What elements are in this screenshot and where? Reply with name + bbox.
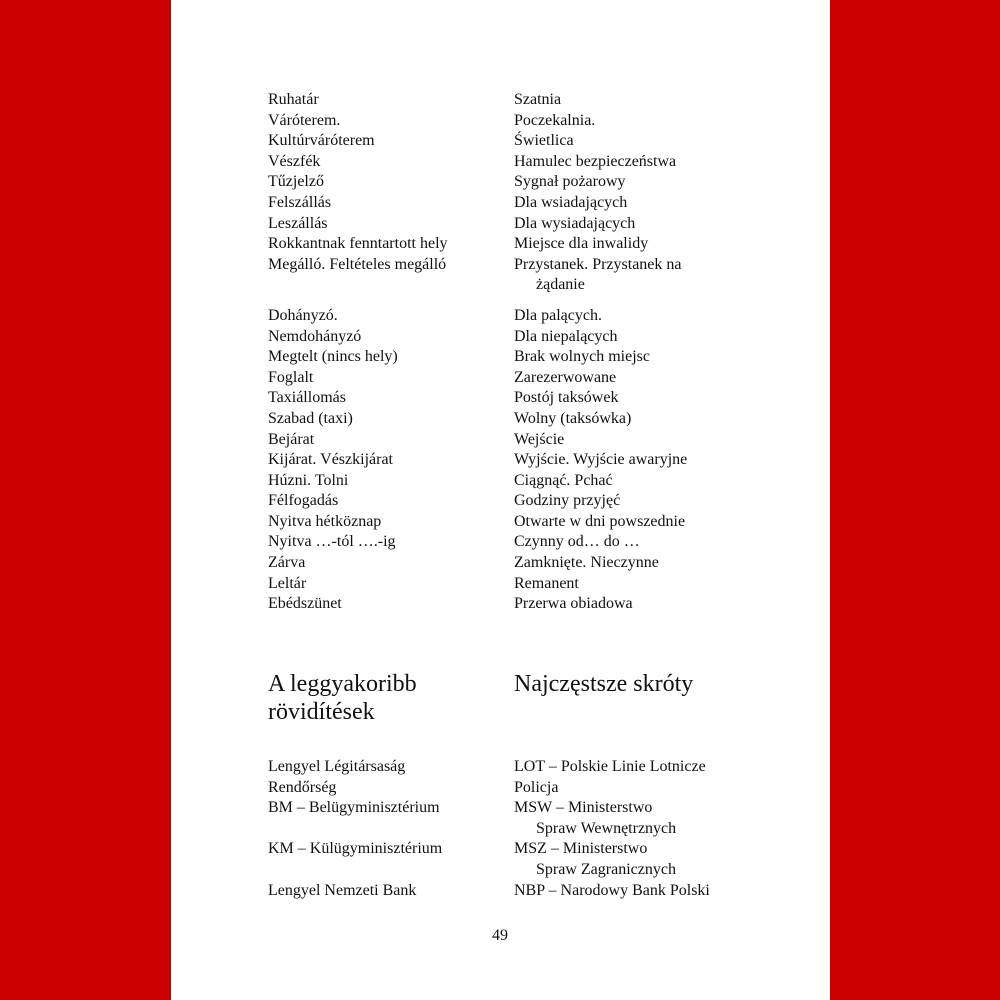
phrase-hu: Ruhatár — [268, 91, 319, 108]
abbreviation-pl-continuation: Spraw Zagranicznych — [536, 860, 676, 878]
phrase-pl: Przystanek. Przystanek na — [514, 255, 682, 273]
phrase-pl: Brak wolnych miejsc — [514, 348, 650, 366]
abbreviation-hu: Lengyel Légitársaság — [268, 758, 406, 775]
phrase-pl: Dla wysiadających — [514, 214, 636, 232]
phrase-hu: Húzni. Tolni — [268, 471, 349, 489]
abbreviation-hu: KM – Külügyminisztérium — [268, 840, 443, 858]
phrase-pl: Zamknięte. Nieczynne — [514, 554, 659, 572]
phrase-hu: Tűzjelző — [268, 173, 324, 191]
abbreviation-hu-spacer — [268, 819, 508, 840]
heading-line: A leggyakoribb — [268, 671, 417, 697]
phrase-hu: Kijárat. Vészkijárat — [268, 451, 393, 469]
phrase-hu: Foglalt — [268, 368, 314, 386]
phrase-hu: Rokkantnak fenntartott hely — [268, 235, 448, 253]
phrase-pl: Świetlica — [514, 132, 574, 150]
phrase-pl: Wejście — [514, 430, 565, 448]
phrases-hungarian-column — [268, 90, 508, 615]
phrase-hu: Zárva — [268, 554, 306, 572]
phrase-hu: Kultúrváróterem — [268, 132, 375, 150]
phrase-hu: Leszállás — [268, 214, 328, 232]
heading-line: rövidítések — [268, 699, 375, 725]
phrase-hu: Dohányzó. — [268, 306, 338, 324]
abbreviation-hu: BM – Belügyminisztérium — [268, 799, 440, 817]
phrase-pl: Szatnia — [514, 91, 562, 108]
abbreviations-heading-hungarian — [268, 670, 508, 726]
page-number: 49 — [492, 927, 508, 944]
phrases-polish-column — [514, 90, 754, 615]
phrase-pl: Zarezerwowane — [514, 368, 617, 386]
phrase-hu: Félfogadás — [268, 492, 339, 510]
phrase-pl: Wyjście. Wyjście awaryjne — [514, 451, 688, 469]
phrase-hu: Szabad (taxi) — [268, 409, 353, 427]
abbreviation-hu-spacer — [268, 860, 508, 881]
phrase-pl: Miejsce dla inwalidy — [514, 235, 649, 253]
phrase-pl: Otwarte w dni powszednie — [514, 512, 686, 530]
phrase-pl: Remanent — [514, 574, 579, 592]
abbreviation-pl-continuation: Spraw Wewnętrznych — [536, 819, 677, 837]
abbreviations-heading-polish — [514, 670, 754, 698]
phrase-hu-spacer — [268, 296, 508, 306]
abbreviation-pl: MSW – Ministerstwo — [514, 799, 653, 817]
phrase-hu: Felszállás — [268, 193, 332, 211]
abbreviation-hu: Lengyel Nemzeti Bank — [268, 881, 417, 899]
abbreviations-polish-column — [514, 757, 754, 901]
phrase-pl: Dla niepalących — [514, 327, 618, 345]
phrase-hu: Ebédszünet — [268, 595, 342, 613]
phrase-pl: Wolny (taksówka) — [514, 409, 632, 427]
abbreviations-hungarian-column — [268, 757, 508, 901]
phrase-hu: Megálló. Feltételes megálló — [268, 255, 447, 273]
phrase-pl: Ciągnąć. Pchać — [514, 471, 613, 489]
phrase-hu: Vészfék — [268, 152, 321, 170]
abbreviation-pl: MSZ – Ministerstwo — [514, 840, 648, 858]
phrase-pl: Przerwa obiadowa — [514, 595, 633, 613]
phrase-pl: Hamulec bezpieczeństwa — [514, 152, 677, 170]
phrase-pl-spacer — [514, 296, 754, 306]
phrase-hu-spacer — [268, 275, 508, 296]
phrase-pl: Dla wsiadających — [514, 193, 628, 211]
phrase-pl: Sygnał pożarowy — [514, 173, 626, 191]
phrase-pl: Czynny od… do … — [514, 533, 640, 551]
heading-line: Najczęstsze skróty — [514, 671, 694, 697]
phrase-hu: Taxiállomás — [268, 389, 346, 407]
phrase-pl: Postój taksówek — [514, 389, 619, 407]
phrase-hu: Nemdohányzó — [268, 327, 362, 345]
phrase-pl: Dla palących. — [514, 306, 602, 324]
phrase-pl-continuation: żądanie — [536, 276, 585, 294]
phrase-pl: Godziny przyjęć — [514, 492, 621, 510]
phrase-hu: Nyitva hétköznap — [268, 512, 382, 530]
phrase-hu: Leltár — [268, 574, 307, 592]
abbreviation-hu: Rendőrség — [268, 778, 337, 796]
phrase-hu: Váróterem. — [268, 111, 341, 129]
abbreviation-pl: Policja — [514, 778, 559, 796]
phrase-hu: Bejárat — [268, 430, 315, 448]
abbreviation-pl: NBP – Narodowy Bank Polski — [514, 881, 710, 899]
phrase-hu: Megtelt (nincs hely) — [268, 348, 398, 366]
abbreviation-pl: LOT – Polskie Linie Lotnicze — [514, 758, 706, 775]
phrase-hu: Nyitva …-tól ….-ig — [268, 533, 396, 551]
phrase-pl: Poczekalnia. — [514, 111, 596, 129]
